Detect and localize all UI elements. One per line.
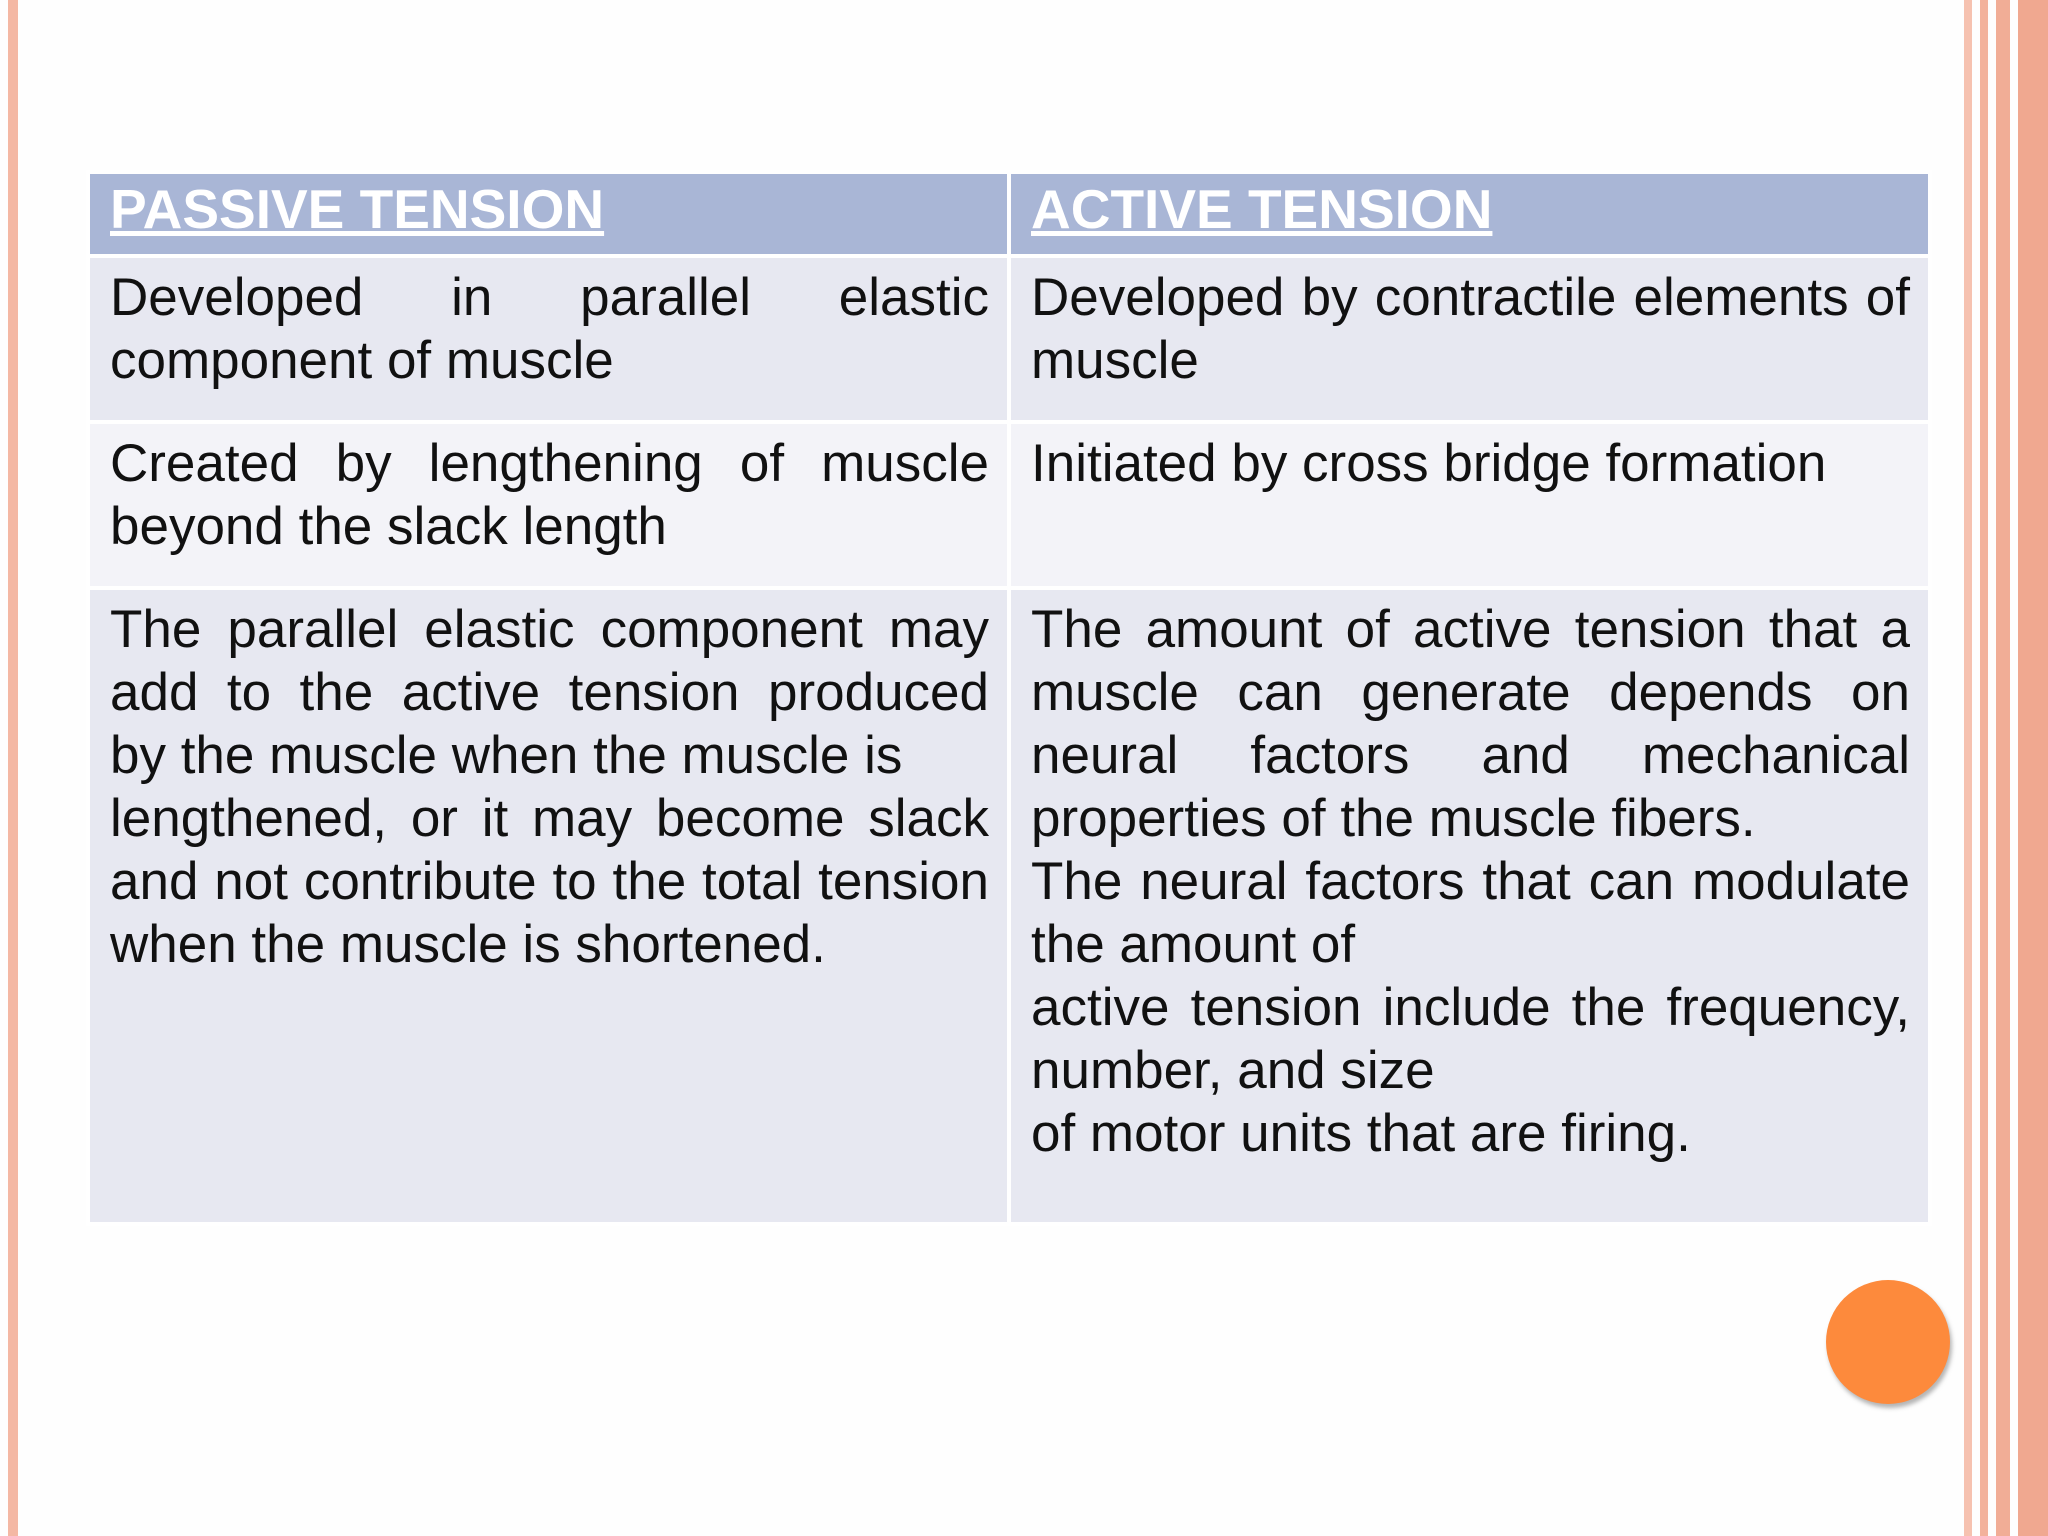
passive-cell [88,422,1009,588]
left-border-stripe [8,0,18,1536]
table-header-row [88,172,1930,256]
header-passive-label: PASSIVE TENSION [110,178,605,240]
table-row [88,256,1930,422]
cell-text: Developed by contractile elements of muscle [1031,268,1910,390]
right-border-stripes [1958,0,2048,1536]
cell-text: active tension include the frequency, number, and size [1031,978,1910,1100]
table-row [88,588,1930,1224]
cell-text: of motor units that are firing. [1031,1104,1691,1163]
cell-text: The amount of active tension that a muscle can generate depends on neural factors and mechanical properties of the muscle fibers. [1031,600,1910,848]
cell-text: lengthened, or it may become slack and not contribute to the total tension when the muscle is shortened. [110,789,989,974]
cell-text: Created by lengthening of muscle beyond the slack length [110,434,989,556]
active-cell [1009,256,1930,422]
cell-text: The parallel elastic component may add to the active tension produced by the muscle when the muscle is [110,600,989,785]
comparison-table [86,170,1932,1226]
header-passive-tension [88,172,1009,256]
cell-text: Developed in parallel elastic component of muscle [110,268,989,390]
passive-cell [88,256,1009,422]
passive-cell [88,588,1009,1224]
active-cell [1009,422,1930,588]
table-row [88,422,1930,588]
cell-text: The neural factors that can modulate the amount of [1031,852,1910,974]
header-active-label: ACTIVE TENSION [1031,178,1493,240]
decorative-orange-circle [1826,1280,1950,1404]
header-active-tension [1009,172,1930,256]
cell-text: Initiated by cross bridge formation [1031,434,1827,493]
active-cell [1009,588,1930,1224]
